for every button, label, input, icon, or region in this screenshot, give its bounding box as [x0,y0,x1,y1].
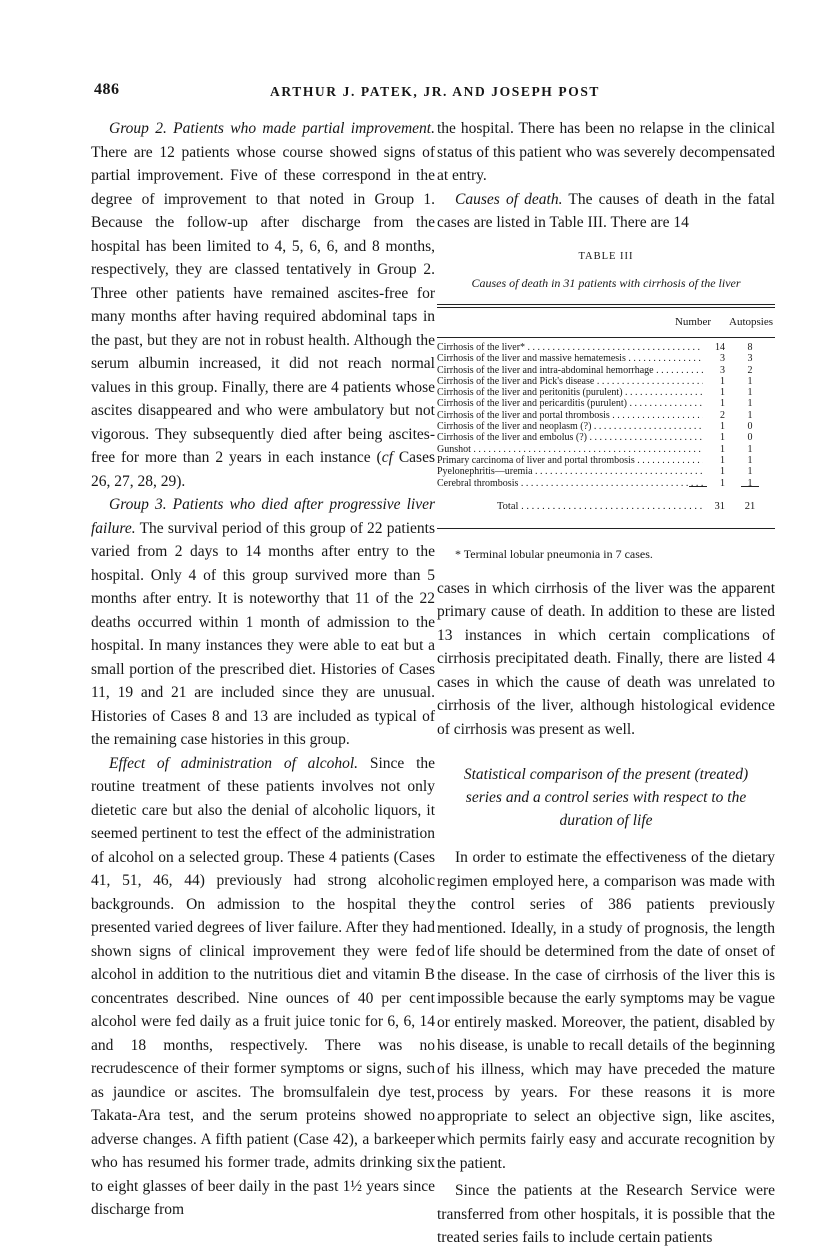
table-row [437,342,775,353]
row-cause: Cerebral thrombosis . . . [437,478,703,489]
row-cause: Cirrhosis of the liver and massive hematemesis . . . [437,353,703,364]
row-autopsies: 1 [747,443,753,455]
table-row [437,455,775,466]
row-autopsies: 1 [747,466,753,478]
row-cause: Cirrhosis of the liver and embolus (?) . . . [437,432,703,443]
table-caption: Causes of death in 31 patients with cirrhosis of the liver [471,276,741,290]
table-row [437,398,775,409]
row-autopsies: 8 [747,342,753,353]
table-footnote: * Terminal lobular pneumonia in 7 cases. [455,547,653,562]
row-number: 1 [720,466,725,478]
row-cause: Cirrhosis of the liver* . . . [437,342,703,353]
row-number: 1 [720,443,725,455]
table-row [437,432,775,443]
row-cause: Cirrhosis of the liver and peritonitis (purulent) . . . [437,387,703,398]
row-number: 1 [720,454,725,466]
left-column [91,117,435,1222]
row-number: 2 [720,409,725,421]
total-autopsies: 21 [744,500,756,512]
alcohol-text: Since the routine treatment of these patients involves not only dietetic care but also the denial of alcoholic liquors, it seemed pertinent to test the effect of the administration of alcohol on a selected group. These 4 patients (Cases 41, 51, 46, 44) previously had strong alcoholic backgrounds. On admission to the hospital they presented varied degrees of liver failure. After they had shown signs of clinical improvement they were fed alcohol in addition to the nutritious diet and vitamin B concentrates described. Nine ounces of 40 per cent alcohol were fed daily as a fruit juice tonic for 6, 6, 14 and 18 months, respectively. There was no recrudescence of their former symptoms or signs, such as jaundice or ascites. The bromsulfalein dye test, Takata-Ara test, and the serum proteins showed no adverse changes. A fifth patient (Case 42), a barkeeper who has resumed his former trade, admits drinking six to eight glasses of beer daily in the past 1½ years since discharge from [91,754,436,1218]
causes-paragraph [437,188,775,235]
causes-text: The causes of death in the fatal cases are listed in Table III. There are 14 [437,190,775,231]
group2-paragraph [91,117,435,493]
table-row [437,387,775,398]
group2-cf: cf [381,449,393,466]
right-column [437,117,775,1250]
row-autopsies: 3 [747,353,753,365]
group3-text: The survival period of this group of 22 patients varied from 2 days to 14 months after entry to the hospital. Only 4 of this group survived more than 5 months after entry. It is noteworthy that 11 of the 22 deaths occurred within 1 month of admission to the hospital. In many instances they were able to eat but a small portion of the prescribed diet. Histories of Cases 11, 19 and 21 are included since they are unusual. Histories of Cases 8 and 13 are included as typical of the remaining case histories in this group. [91,519,435,748]
row-number: 1 [720,375,725,387]
comparison-paragraph-1: In order to estimate the effectiveness of the dietary regimen employed here, a comparison was made with the control series of 386 patients previously mentioned. Ideally, in a study of prognosis, the length of life should be determined from the date of onset of the disease. In the case of cirrhosis of the liver this is impossible because the early symptoms may be vague or entirely masked. Moreover, the patient, disabled by his disease, is unable to recall details of the beginning of his illness, which may have preceded the mature process by years. For these reasons it is more appropriate to select an objective sign, like ascites, which permits fairly easy and accurate recognition by the patient. [437,849,775,1172]
row-cause: Cirrhosis of the liver and pericarditis (purulent) . . . [437,398,703,409]
running-head: ARTHUR J. PATEK, JR. AND JOSEPH POST [270,84,601,99]
row-cause: Pyelonephritis—uremia . . . [437,466,703,477]
after-table-paragraph: cases in which cirrhosis of the liver was the apparent primary cause of death. In addition to these are listed 13 instances in which certain complications of cirrhosis precipitated death. Finally, there are listed 4 cases in which the cause of death was unrelated to cirrhosis of the liver, although histological evidence of cirrhosis was present as well. [437,579,775,738]
row-number: 1 [720,432,725,444]
alcohol-paragraph [91,752,435,1222]
row-number: 1 [720,398,725,410]
row-cause: Primary carcinoma of liver and portal thrombosis . . . [437,455,703,466]
row-cause: Cirrhosis of the liver and Pick's disease . . . [437,376,703,387]
row-autopsies: 1 [747,387,753,399]
table-iii [437,245,775,567]
row-autopsies: 1 [747,454,753,466]
table-row [437,421,775,432]
group3-heading: Group 3. Patients who died after progressive liver failure. [91,496,435,537]
row-autopsies: 1 [747,398,753,410]
table-row [437,478,775,489]
row-cause: Gunshot . . . [437,444,703,455]
group2-text: There are 12 patients whose course showed signs of partial improvement. Five of these correspond in the degree of improvement to that noted in Group 1. Because the follow-up after discharge from the hospital has been limited to 4, 5, 6, 6, and 8 months, respectively, they are classed tentatively in Group 2. Three other patients have remained ascites-free for many months after having required abdominal taps in the past, but they are not in robust health. Although the serum albumin increased, it did not reach normal values in this group. Finally, there are 4 patients whose ascites disappeared and who were ambulatory but not vigorous. They subsequently died after being ascites-free for more than 2 years in each instance ( [91,143,435,466]
total-label: Total . . . [437,495,703,519]
table-row [437,410,775,421]
col-autopsies-header: Autopsies [729,315,773,328]
table-row [437,365,775,376]
section-title: Statistical comparison of the present (treated) series and a control series with respect to the duration of life [463,766,749,830]
table-rows [437,338,775,489]
table-row [437,466,775,477]
table-number: TABLE III [578,250,634,262]
causes-heading: Causes of death. [455,190,563,208]
row-number: 3 [720,364,725,376]
row-cause: Cirrhosis of the liver and neoplasm (?) . . . [437,421,703,432]
row-autopsies: 0 [747,421,753,433]
continuation-paragraph: the hospital. There has been no relapse in the clinical status of this patient who was severely decompensated at entry. [437,120,775,184]
row-number: 3 [720,353,725,365]
table-row [437,353,775,364]
table-row [437,444,775,455]
group2-tail: Cases 26, 27, 28, 29). [91,449,435,490]
row-cause: Cirrhosis of the liver and portal thrombosis . . . [437,410,703,421]
group2-heading: Group 2. Patients who made partial improvement. [109,120,435,137]
comparison-paragraph-2: Since the patients at the Research Service were transferred from other hospitals, it is possible that the treated series fails to include certain patients [437,1182,775,1247]
row-number: 1 [720,477,725,489]
table-row [437,376,775,387]
row-number: 1 [720,387,725,399]
row-autopsies: 1 [747,375,753,387]
alcohol-heading: Effect of administration of alcohol. [109,754,359,772]
row-autopsies: 1 [747,477,753,489]
col-number-header: Number [674,315,711,328]
row-number: 14 [715,342,725,353]
table-bottom-rule [437,528,775,529]
row-autopsies: 0 [747,432,753,444]
total-number: 31 [714,500,725,512]
group3-paragraph [91,493,435,752]
row-cause: Cirrhosis of the liver and intra-abdominal hemorrhage . . . [437,365,703,376]
table-header [437,308,775,338]
row-number: 1 [720,421,725,433]
row-autopsies: 1 [747,409,753,421]
page-number: 486 [94,81,120,98]
table-total-row [437,495,775,519]
row-autopsies: 2 [747,364,753,376]
